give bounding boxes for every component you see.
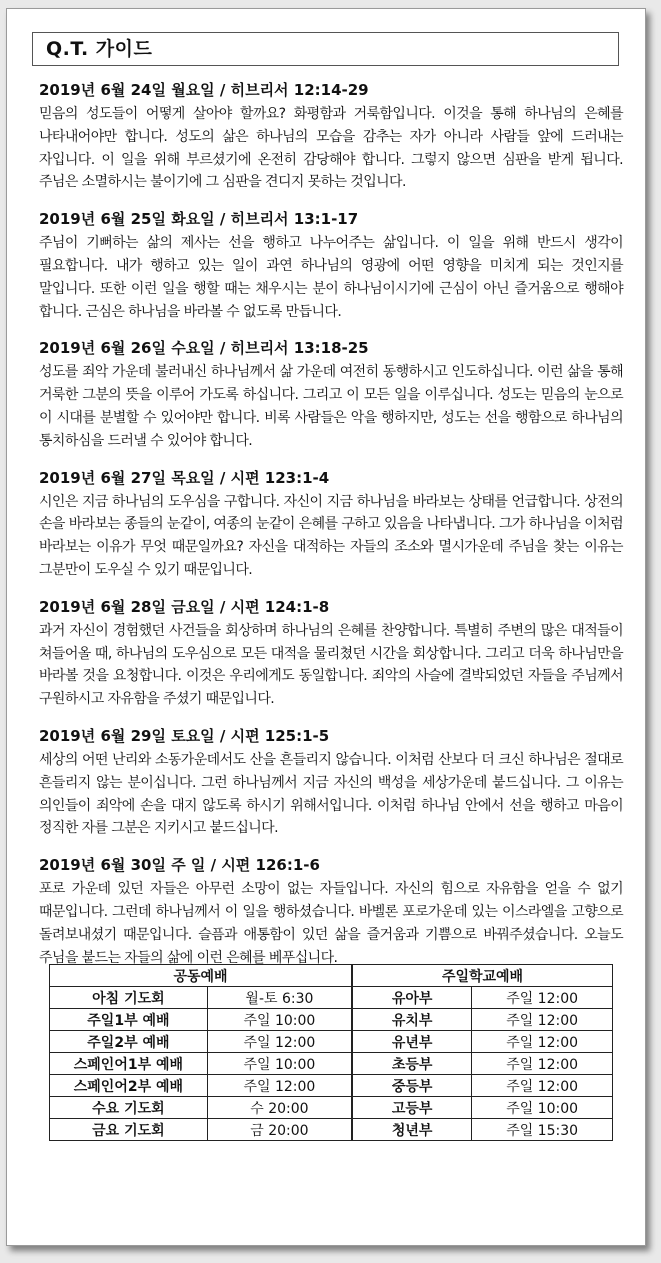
table-row xyxy=(50,1075,613,1097)
entry-body: 성도를 죄악 가운데 불러내신 하나님께서 삶 가운데 여전히 동행하시고 인도하십니다. 이런 삶을 통해 거룩한 그분의 뜻을 이루어 가도록 하십니다. 그리고 이 모든 일을 이루십니다. 성도는 믿음의 눈으로 이 시대를 분별할 수 있어야만 합니다. 비록 사람들은 악을 행하지만, 성도는 선을 행함으로 하나님의 통치하심을 드러낼 수 있어야 합니다. xyxy=(39,364,623,449)
service-time: 주일 12:00 xyxy=(207,1075,352,1097)
department-time: 주일 12:00 xyxy=(472,1053,613,1075)
department-name: 중등부 xyxy=(352,1075,472,1097)
service-name: 수요 기도회 xyxy=(50,1097,208,1119)
entry-body: 세상의 어떤 난리와 소동가운데서도 산을 흔들리지 않습니다. 이처럼 산보다 더 크신 하나님은 절대로 흔들리지 않는 분이십니다. 그런 하나님께서 지금 자신의 백성을 세상가운데 붙드십니다. 그 이유는 의인들이 죄악에 손을 대지 않도록 하시기 위해서입니다. 이처럼 하나님 안에서 선을 행하고 마음이 정직한 자를 그분은 지키시고 붙드십니다. xyxy=(39,751,623,837)
department-name: 유년부 xyxy=(352,1031,472,1053)
entry-heading: 2019년 6월 24일 월요일 / 히브리서 12:14-29 xyxy=(39,81,369,99)
table-row xyxy=(50,1053,613,1075)
service-name: 스페인어1부 예배 xyxy=(50,1053,208,1075)
entry-body: 과거 자신이 경험했던 사건들을 회상하며 하나님의 은혜를 찬양합니다. 특별히 주변의 많은 대적들이 쳐들어올 때, 하나님의 도우심으로 모든 대적을 물리쳤던 시간을 회상합니다. 그리고 더욱 하나님만을 바라볼 것을 요청합니다. 이것은 우리에게도 동일합니다. 죄악의 사슬에 결박되었던 자들을 주님께서 구원하시고 자유함을 주셨기 때문입니다. xyxy=(39,622,623,708)
entry-body: 주님이 기뻐하는 삶의 제사는 선을 행하고 나누어주는 삶입니다. 이 일을 위해 반드시 생각이 필요합니다. 내가 행하고 있는 일이 과연 하나님의 영광에 어떤 영향을 미치게 되는 것인지를 말입니다. 또한 이런 일을 행할 때는 채우시는 분이 하나님이시기에 근심이 아닌 즐거움으로 행해야 합니다. 근심은 하나님을 바라볼 수 없도록 만듭니다. xyxy=(39,235,623,320)
devotion-entry xyxy=(39,337,623,452)
department-time: 주일 15:30 xyxy=(472,1119,613,1141)
entry-heading: 2019년 6월 30일 주 일 / 시편 126:1-6 xyxy=(39,856,320,875)
table-row xyxy=(50,1009,613,1031)
devotion-entry xyxy=(39,725,623,840)
entry-body: 포로 가운데 있던 자들은 아무런 소망이 없는 자들입니다. 자신의 힘으로 자유함을 얻을 수 없기 때문입니다. 그런데 하나님께서 이 일을 행하셨습니다. 바벨론 포로가운데 있는 이스라엘을 고향으로 돌려보내셨기 때문입니다. 슬픔과 애통함이 있던 삶을 즐거움과 기쁨으로 바꿔주셨습니다. 오늘도 주님을 붙드는 자들의 삶에 이런 은혜를 베푸십니다. xyxy=(39,881,623,966)
department-time: 주일 12:00 xyxy=(472,987,613,1009)
table-row xyxy=(50,987,613,1009)
table-row xyxy=(50,1097,613,1119)
service-name: 주일1부 예배 xyxy=(50,1009,208,1031)
department-time: 주일 12:00 xyxy=(472,1009,613,1031)
service-name: 스페인어2부 예배 xyxy=(50,1075,208,1097)
department-name: 유아부 xyxy=(352,987,472,1009)
service-time: 금 20:00 xyxy=(207,1119,352,1141)
entry-heading: 2019년 6월 29일 토요일 / 시편 125:1-5 xyxy=(39,726,330,745)
department-time: 주일 12:00 xyxy=(472,1075,613,1097)
entry-heading: 2019년 6월 26일 수요일 / 히브리서 13:18-25 xyxy=(39,339,369,358)
devotion-entries xyxy=(39,79,623,983)
service-time: 주일 10:00 xyxy=(207,1009,352,1031)
department-time: 주일 12:00 xyxy=(472,1031,613,1053)
service-name: 주일2부 예배 xyxy=(50,1031,208,1053)
worship-schedule-table xyxy=(49,964,613,1141)
devotion-entry xyxy=(39,79,623,194)
devotion-entry xyxy=(39,596,623,711)
qt-guide-title: Q.T. 가이드 xyxy=(32,32,619,66)
service-time: 수 20:00 xyxy=(207,1097,352,1119)
service-time: 월-토 6:30 xyxy=(207,987,352,1009)
table-row xyxy=(50,1031,613,1053)
service-time: 주일 12:00 xyxy=(207,1031,352,1053)
service-time: 주일 10:00 xyxy=(207,1053,352,1075)
joint-worship-header: 공동예배 xyxy=(50,965,353,987)
entry-body: 믿음의 성도들이 어떻게 살아야 할까요? 화평함과 거룩함입니다. 이것을 통해 하나님의 은혜를 나타내어야만 합니다. 성도의 삶은 하나님의 모습을 감추는 자가 아니라 사람들 앞에 드러내는 자입니다. 이 일을 위해 부르셨기에 온전히 감당해야 합니다. 그렇지 않으면 심판을 받게 됩니다. 주님은 소멸하시는 불이기에 그 심판을 견디지 못하는 것입니다. xyxy=(39,106,623,191)
devotion-entry xyxy=(39,467,623,582)
service-name: 아침 기도회 xyxy=(50,987,208,1009)
department-name: 초등부 xyxy=(352,1053,472,1075)
bulletin-page xyxy=(6,8,646,1246)
devotion-entry xyxy=(39,854,623,969)
table-row xyxy=(50,1119,613,1141)
department-time: 주일 10:00 xyxy=(472,1097,613,1119)
entry-heading: 2019년 6월 27일 목요일 / 시편 123:1-4 xyxy=(39,468,330,487)
entry-body: 시인은 지금 하나님의 도우심을 구합니다. 자신이 지금 하나님을 바라보는 상태를 언급합니다. 상전의 손을 바라보는 종들의 눈같이, 여종의 눈같이 은혜를 구하고 있음을 나타냅니다. 그가 하나님을 이처럼 바라보는 이유가 무엇 때문일까요? 자신을 대적하는 자들의 조소와 멸시가운데 주님을 찾는 이유는 그분만이 도우실 수 있기 때문입니다. xyxy=(39,493,623,578)
department-name: 유치부 xyxy=(352,1009,472,1031)
entry-heading: 2019년 6월 28일 금요일 / 시편 124:1-8 xyxy=(39,597,330,616)
devotion-entry xyxy=(39,208,623,323)
department-name: 고등부 xyxy=(352,1097,472,1119)
schedule-header-row xyxy=(50,965,613,987)
department-name: 청년부 xyxy=(352,1119,472,1141)
sunday-school-header: 주일학교예배 xyxy=(352,965,612,987)
entry-heading: 2019년 6월 25일 화요일 / 히브리서 13:1-17 xyxy=(39,210,359,229)
service-name: 금요 기도회 xyxy=(50,1119,208,1141)
